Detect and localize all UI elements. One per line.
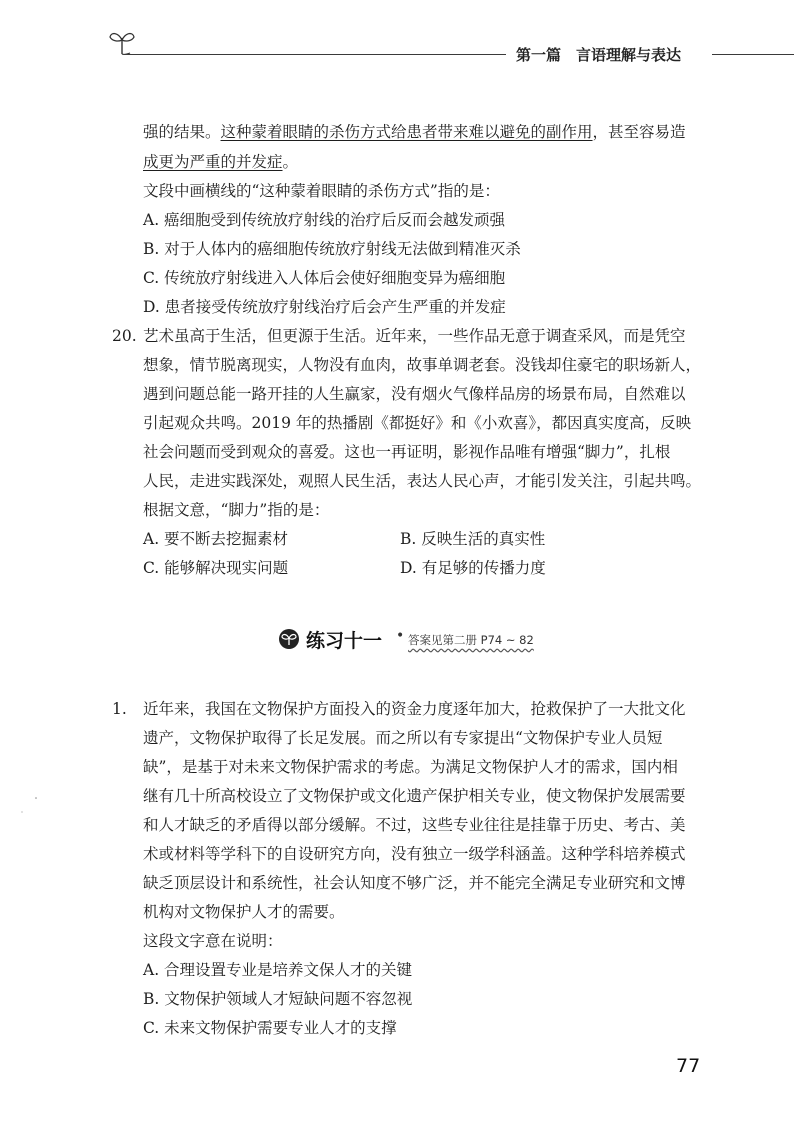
q19-option-a: A. 癌细胞受到传统放疗射线的治疗后反而会越发顽强 <box>143 211 506 229</box>
q1-option-a: A. 合理设置专业是培养文保人才的关键 <box>143 961 413 979</box>
q20-option-d: D. 有足够的传播力度 <box>400 559 546 577</box>
q1-number: 1. <box>112 700 127 718</box>
q1-line-7: 缺乏顶层设计和系统性，社会认知度不够广泛，并不能完全满足专业研究和文博 <box>143 874 686 892</box>
q19-question: 文段中画横线的“这种蒙着眼睛的杀伤方式”指的是： <box>143 182 500 200</box>
header-title: 第一篇 言语理解与表达 <box>516 46 682 64</box>
q20-option-c: C. 能够解决现实问题 <box>143 559 289 577</box>
q19-underlined-phrase-end: 成更为严重的并发症 <box>143 153 283 171</box>
q20-line-1: 艺术虽高于生活，但更源于生活。近年来，一些作品无意于调查采风，而是凭空 <box>143 327 686 345</box>
section-bullet: • <box>396 628 405 644</box>
q1-line-8: 机构对文物保护人才的需要。 <box>143 903 345 921</box>
q20-question: 根据文意，“脚力”指的是： <box>143 501 330 519</box>
q1-question: 这段文字意在说明： <box>143 932 283 950</box>
q19-option-b: B. 对于人体内的癌细胞传统放疗射线无法做到精准灭杀 <box>143 240 521 258</box>
q20-line-4: 引起观众共鸣。2019 年的热播剧《都挺好》和《小欢喜》，都因真实度高，反映 <box>143 414 692 432</box>
q1-line-3: 缺”，是基于对未来文物保护需求的考虑。为满足文物保护人才的需求，国内相 <box>143 758 678 776</box>
q1-line-1: 近年来，我国在文物保护方面投入的资金力度逐年加大，抢救保护了一大批文化 <box>143 700 686 718</box>
q20-option-b: B. 反映生活的真实性 <box>400 530 546 548</box>
q20-line-2: 想象，情节脱离现实，人物没有血肉，故事单调老套。没钱却住豪宅的职场新人， <box>143 356 702 374</box>
q1-option-c: C. 未来文物保护需要专业人才的支撑 <box>143 1019 397 1037</box>
q20-line-3: 遇到问题总能一路开挂的人生赢家，没有烟火气像样品房的场景布局，自然难以 <box>143 385 686 403</box>
q20-line-5: 社会问题而受到观众的喜爱。这也一再证明，影视作品唯有增强“脚力”，扎根 <box>143 443 671 461</box>
header-rule-right <box>712 54 794 55</box>
header-rule-left <box>124 54 506 55</box>
q1-line-5: 和人才缺乏的矛盾得以部分缓解。不过，这些专业往往是挂靠于历史、考古、美 <box>143 816 686 834</box>
q19-underlined-phrase: 这种蒙着眼睛的杀伤方式给患者带来难以避免的副作用 <box>220 123 593 141</box>
q1-line-6: 术或材料等学科下的自设研究方向，没有独立一级学科涵盖。这种学科培养模式 <box>143 845 686 863</box>
q1-option-b: B. 文物保护领域人才短缺问题不容忽视 <box>143 990 413 1008</box>
q20-line-6: 人民，走进实践深处，观照人民生活，表达人民心声，才能引发关注，引起共鸣。 <box>143 472 702 490</box>
q20-number: 20. <box>112 327 137 345</box>
q19-option-c: C. 传统放疗射线进入人体后会使好细胞变异为癌细胞 <box>143 269 506 287</box>
page-number: 77 <box>676 1055 701 1077</box>
section-title: 练习十一 <box>306 630 383 652</box>
q19-passage-line-2: 成更为严重的并发症。 <box>143 153 299 171</box>
q19-passage-line-1: 强的结果。这种蒙着眼睛的杀伤方式给患者带来难以避免的副作用，甚至容易造 <box>143 123 686 141</box>
running-header <box>0 0 800 80</box>
q20-option-a: A. 要不断去挖掘素材 <box>143 530 289 548</box>
leaf-badge-icon <box>278 628 300 650</box>
q1-line-2: 遗产，文物保护取得了长足发展。而之所以有专家提出“文物保护专业人员短 <box>143 729 663 747</box>
q19-option-d: D. 患者接受传统放疗射线治疗后会产生严重的并发症 <box>143 298 506 316</box>
q1-line-4: 继有几十所高校设立了文物保护或文化遗产保护相关专业，使文物保护发展需要 <box>143 787 686 805</box>
answer-reference: 答案见第二册 P74 ~ 82 <box>408 633 534 647</box>
